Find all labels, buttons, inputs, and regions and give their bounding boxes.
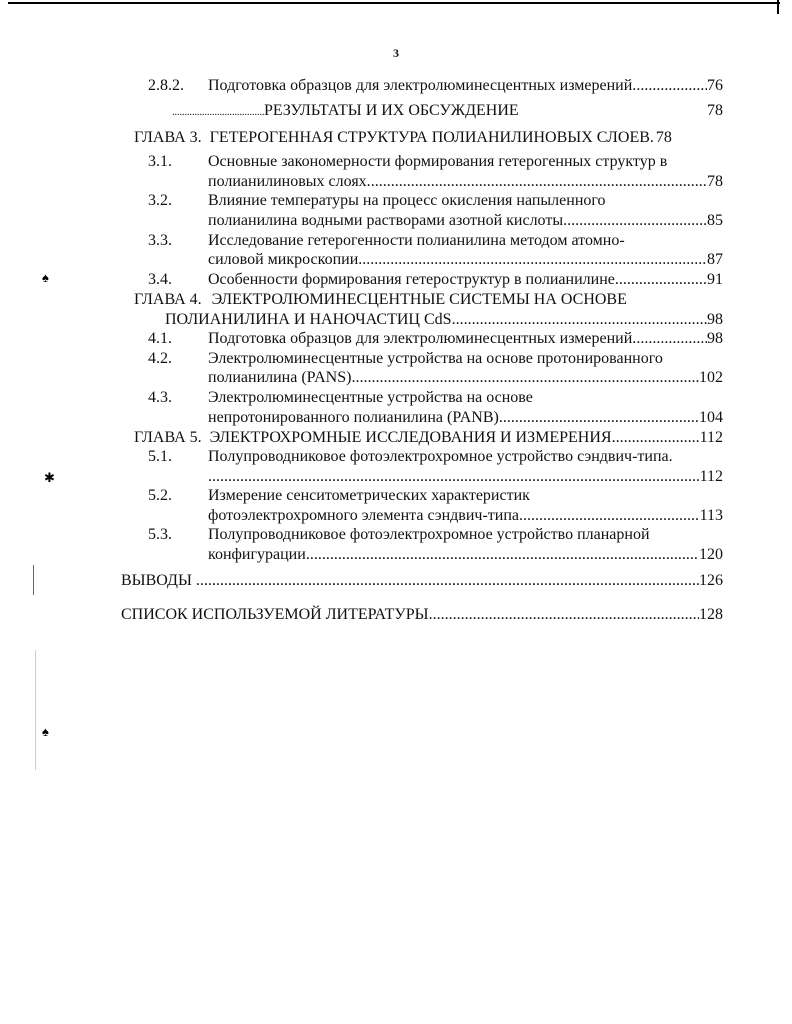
toc-entry-5-2-line1: Измерение сенситометрических характеристик <box>208 487 530 504</box>
toc-number: 3.2. <box>148 192 172 209</box>
toc-page: 78 <box>655 129 672 146</box>
toc-entry-5-3: конфигурации ..... 120 <box>208 545 723 565</box>
toc-page: 104 <box>699 409 723 426</box>
toc-entry-3-1-line1: Основные закономерности формирования гетерогенных структур в <box>208 153 668 170</box>
toc-number: 4.2. <box>148 350 172 367</box>
toc-number: 3.1. <box>148 153 172 170</box>
toc-entry-4-2: полианилина (PANS) ..... 102 <box>208 368 723 388</box>
toc-entry-5-2: фотоэлектрохромного элемента сэндвич-типа. ..... 113 <box>208 506 723 526</box>
toc-number: 5.3. <box>148 526 172 543</box>
toc-number: 4.3. <box>148 389 172 406</box>
scan-speck: ♠ <box>42 270 49 285</box>
scan-border-top <box>8 2 780 4</box>
toc-page: 98 <box>707 330 723 347</box>
toc-chapter-3: ГЛАВА 3. ГЕТЕРОГЕННАЯ СТРУКТУРА ПОЛИАНИЛИНОВЫХ СЛОЕВ. 78 <box>134 129 672 146</box>
toc-page: 98 <box>707 311 723 328</box>
toc-page: 87 <box>707 251 723 268</box>
scan-speck: ✱ <box>44 470 55 485</box>
toc-number: 5.1. <box>148 448 172 465</box>
toc-entry-results: ..... РЕЗУЛЬТАТЫ И ИХ ОБСУЖДЕНИЕ 78 <box>172 101 723 121</box>
toc-number: 3.4. <box>148 271 172 288</box>
toc-page: 113 <box>699 507 723 524</box>
toc-chapter-4-line1: ГЛАВА 4. ЭЛЕКТРОЛЮМИНЕСЦЕНТНЫЕ СИСТЕМЫ НА ОСНОВЕ <box>134 291 627 308</box>
scan-mark <box>33 565 34 595</box>
toc-chapter-4: ПОЛИАНИЛИНА И НАНОЧАСТИЦ CdS ..... 98 <box>165 310 723 330</box>
toc-page: 78 <box>707 102 723 119</box>
toc-entry-references: СПИСОК ИСПОЛЬЗУЕМОЙ ЛИТЕРАТУРЫ ..... 128 <box>121 605 723 625</box>
toc-entry-3-2: полианилина водными растворами азотной кислоты ..... 85 <box>208 211 723 231</box>
toc-entry-2-8-2: Подготовка образцов для электролюминесцентных измерений. ..... 76 <box>208 76 723 96</box>
toc-chapter-5: ГЛАВА 5. ЭЛЕКТРОХРОМНЫЕ ИССЛЕДОВАНИЯ И ИЗМЕРЕНИЯ. ..... 112 <box>134 428 723 448</box>
toc-entry-5-1 <box>208 467 723 487</box>
toc-page: 112 <box>699 468 723 485</box>
toc-number: 2.8.2. <box>148 77 184 94</box>
toc-entry-conclusions: ВЫВОДЫ ..... 126 <box>121 571 723 591</box>
toc-page: 102 <box>699 369 723 386</box>
toc-entry-4-2-line1: Электролюминесцентные устройства на основе протонированного <box>208 350 663 367</box>
toc-number: 3.3. <box>148 232 172 249</box>
toc-page: 128 <box>699 606 723 623</box>
scan-border-right <box>777 0 779 14</box>
scan-mark <box>35 650 36 770</box>
toc-entry-3-2-line1: Влияние температуры на процесс окисления напыленного <box>208 192 606 209</box>
toc-page: 85 <box>707 212 723 229</box>
toc-entry-3-3: силовой микроскопии. ..... 87 <box>208 250 723 270</box>
toc-number: 4.1. <box>148 330 172 347</box>
toc-entry-3-3-line1: Исследование гетерогенности полианилина методом атомно- <box>208 232 625 249</box>
toc-entry-4-3: непротонированного полианилина (PANB) ..... 104 <box>208 408 723 428</box>
page-number: 3 <box>393 46 399 60</box>
toc-number: 5.2. <box>148 487 172 504</box>
toc-entry-4-1: Подготовка образцов для электролюминесцентных измерений. ..... 98 <box>208 329 723 349</box>
toc-page: 91 <box>707 271 723 288</box>
toc-page: 112 <box>699 429 723 446</box>
toc-entry-4-3-line1: Электролюминесцентные устройства на основе <box>208 389 533 406</box>
toc-page: 126 <box>699 572 723 589</box>
toc-page: 76 <box>707 77 723 94</box>
scan-speck: ♠ <box>42 724 49 739</box>
toc-entry-5-3-line1: Полупроводниковое фотоэлектрохромное устройство планарной <box>208 526 650 543</box>
toc-page: 78 <box>707 173 723 190</box>
toc-page: 120 <box>699 546 723 563</box>
toc-entry-3-4: Особенности формирования гетероструктур в полианилине. ..... 91 <box>208 270 723 290</box>
toc-entry-3-1: полианилиновых слоях. ..... 78 <box>208 172 723 192</box>
toc-entry-5-1-line1: Полупроводниковое фотоэлектрохромное устройство сэндвич-типа. <box>208 448 673 465</box>
